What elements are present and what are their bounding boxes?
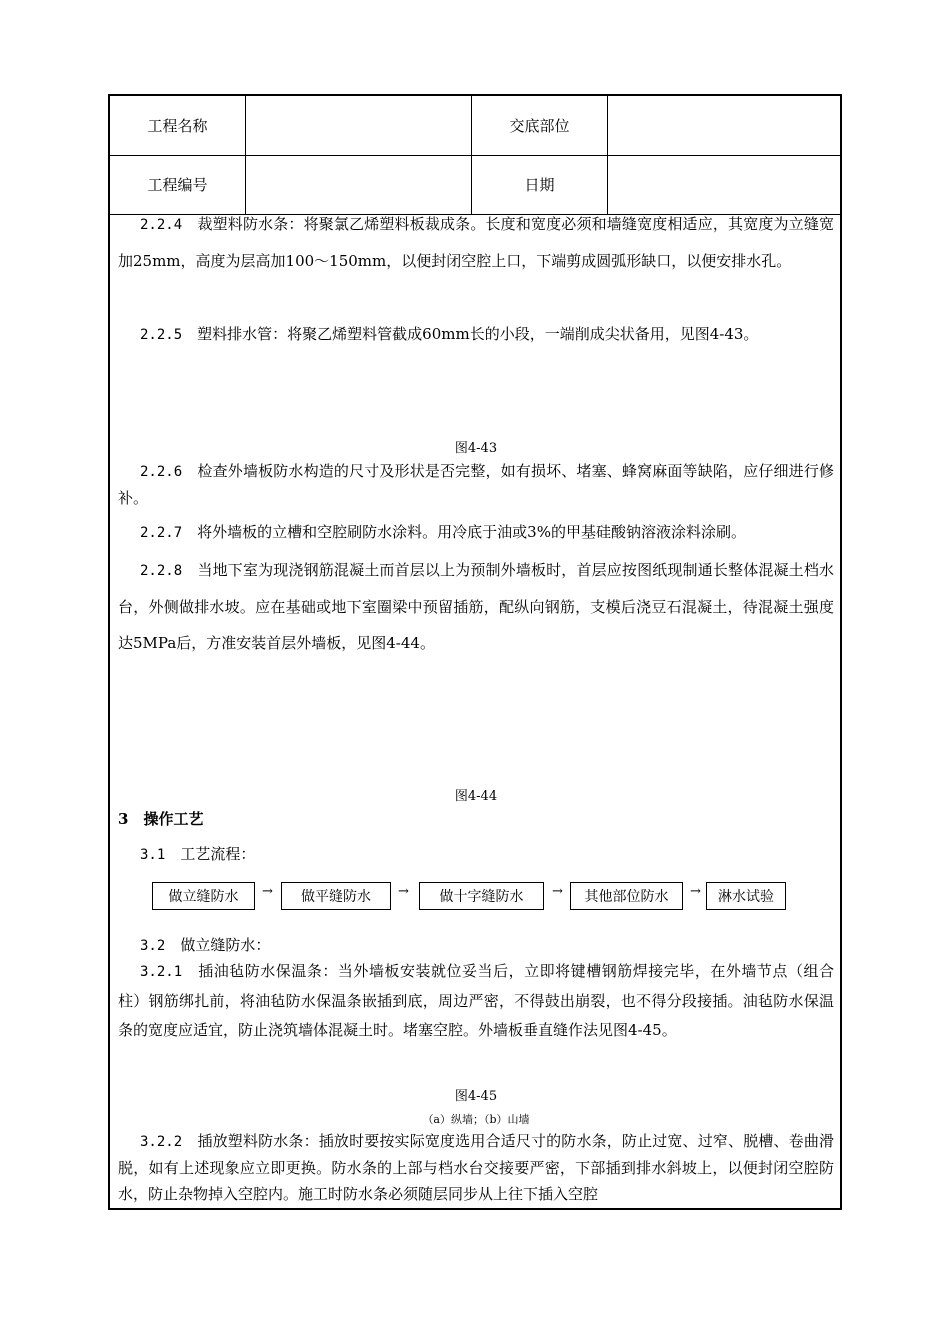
figure-subcaption-4-45: （a）纵墙；（b）山墙 [422,1113,530,1126]
paragraph-3-2-2: 3.2.2 插放塑料防水条：插放时要按实际宽度选用合适尺寸的防水条，防止过宽、过窄、脱槽、卷曲滑脱，如有上述现象应立即更换。防水条的上部与档水台交接要严密，下部插到排水斜坡上，以便封闭空腔防水，防止杂物掉入空腔内。施工时防水条必须随层同步从上往下插入空腔 [118,1132,834,1203]
paragraph-2-2-6: 2.2.6 检查外墙板防水构造的尺寸及形状是否完整，如有损坏、堵塞、蜂窝麻面等缺陷，应仔细进行修补。 [118,462,834,507]
flow-arrow-3: → [552,884,563,899]
paragraph-2-2-5: 2.2.5 塑料排水管：将聚乙烯塑料管截成60mm长的小段，一端削成尖状备用，见图4-43。 [140,325,759,343]
flow-step-3: 做十字缝防水 [419,882,544,910]
paragraph-3-2: 3.2 做立缝防水： [140,936,271,954]
paragraph-3-1: 3.1 工艺流程： [140,845,256,863]
flow-arrow-1: → [262,884,273,899]
handover-part-field[interactable] [608,96,842,155]
figure-caption-4-45: 图4-45 [454,1089,498,1104]
figure-caption-4-43: 图4-43 [454,441,498,456]
section-3-heading: 3 操作工艺 [118,810,204,828]
figure-caption-4-44: 图4-44 [454,789,498,804]
paragraph-3-2-1: 3.2.1 插油毡防水保温条：当外墙板安装就位妥当后，立即将键槽钢筋焊接完毕，在外墙节点（组合柱）钢筋绑扎前，将油毡防水保温条嵌插到底，周边严密，不得鼓出崩裂，也不得分段接插。油毡防水保温条的宽度应适宜，防止浇筑墙体混凝土时。堵塞空腔。外墙板垂直缝作法见图4-45。 [118,962,834,1039]
flow-arrow-4: → [690,884,701,899]
handover-part-label: 交底部位 [472,96,608,155]
flow-step-1: 做立缝防水 [152,882,255,910]
date-label: 日期 [472,155,608,214]
paragraph-2-2-7: 2.2.7 将外墙板的立槽和空腔刷防水涂料。用冷底于油或3%的甲基硅酸钠溶液涂料涂刷。 [140,523,746,541]
paragraph-2-2-8: 2.2.8 当地下室为现浇钢筋混凝土而首层以上为预制外墙板时，首层应按图纸现制通长整体混凝土档水台，外侧做排水坡。应在基础或地下室圈梁中预留插筋，配纵向钢筋，支模后浇豆石混凝土，待混凝土强度达5MPa后，方准安装首层外墙板，见图4-44。 [118,561,834,652]
flow-step-5: 淋水试验 [706,882,786,910]
flow-step-4: 其他部位防水 [570,882,683,910]
project-no-label: 工程编号 [110,155,246,214]
flow-step-2: 做平缝防水 [281,882,391,910]
header-row-1 [110,96,840,156]
paragraph-2-2-4: 2.2.4 裁塑料防水条：将聚氯乙烯塑料板裁成条。长度和宽度必须和墙缝宽度相适应，其宽度为立缝宽加25mm，高度为层高加100～150mm，以便封闭空腔上口，下端剪成圆弧形缺口，以便安排水孔。 [118,215,834,270]
project-name-field[interactable] [246,96,472,155]
flow-arrow-2: → [398,884,409,899]
project-name-label: 工程名称 [110,96,246,155]
